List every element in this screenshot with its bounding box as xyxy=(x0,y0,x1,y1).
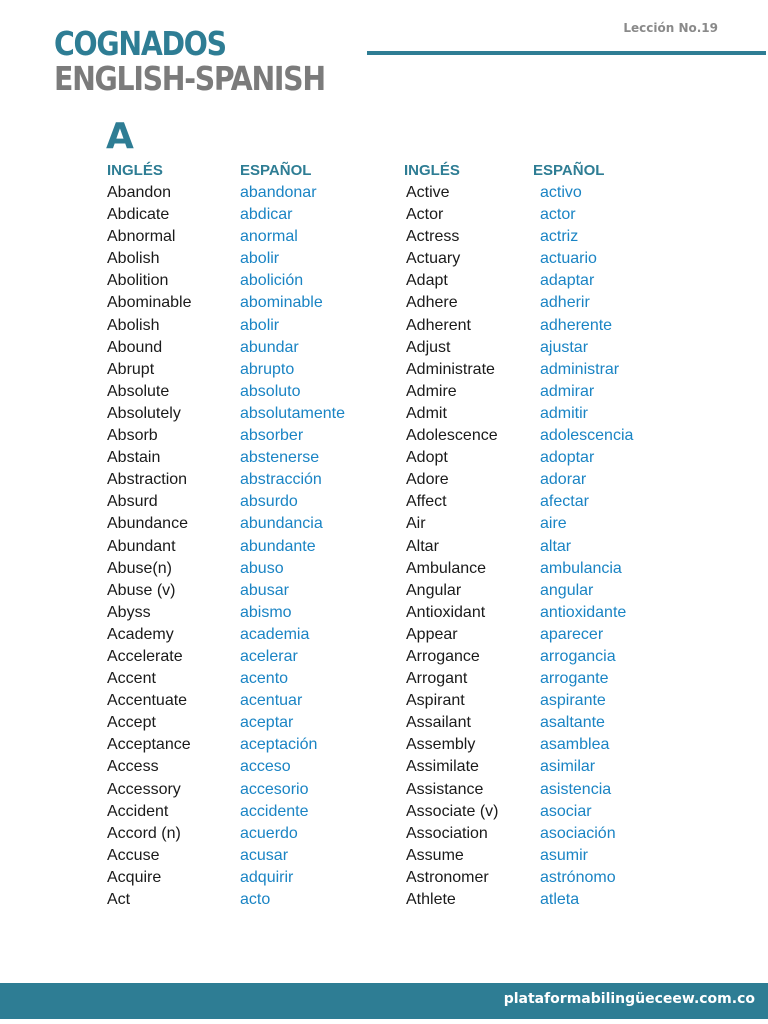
spanish-word: accesorio xyxy=(240,780,309,798)
spanish-word: abusar xyxy=(240,581,289,599)
english-word: Altar xyxy=(406,537,439,555)
english-word: Abandon xyxy=(107,184,172,201)
column-header-english-2: INGLÉS xyxy=(404,162,460,179)
spanish-word: adoptar xyxy=(540,449,595,467)
spanish-word: angular xyxy=(540,581,594,599)
spanish-word: absoluto xyxy=(240,382,301,400)
spanish-word-list-2 xyxy=(540,182,633,911)
english-word: Accord (n) xyxy=(107,824,181,842)
english-word: Affect xyxy=(406,493,447,511)
spanish-word: abundar xyxy=(240,338,299,356)
english-word: Assimilate xyxy=(406,758,479,776)
english-word: Accept xyxy=(107,714,156,732)
spanish-word: abundante xyxy=(240,537,316,555)
spanish-word: administrar xyxy=(540,360,620,378)
spanish-word: adherente xyxy=(540,316,613,334)
english-word: Absurd xyxy=(107,493,158,511)
english-word: Abstraction xyxy=(107,471,188,489)
section-letter: A xyxy=(106,116,134,157)
english-word: Abolition xyxy=(107,272,169,290)
english-word: Access xyxy=(107,758,159,776)
english-word: Actress xyxy=(406,228,460,246)
spanish-word: aceptación xyxy=(240,736,318,754)
spanish-word: admirar xyxy=(540,382,595,400)
english-word: Administrate xyxy=(406,360,495,378)
spanish-word: abrupto xyxy=(240,360,295,378)
spanish-word: asociar xyxy=(540,802,592,820)
spanish-word: arrogante xyxy=(540,670,609,688)
english-word: Accident xyxy=(107,802,169,820)
spanish-word: abandonar xyxy=(240,184,317,201)
english-word: Arrogant xyxy=(406,670,468,688)
spanish-word: antioxidante xyxy=(540,603,627,621)
spanish-word: arrogancia xyxy=(540,647,616,665)
english-word: Ambulance xyxy=(406,559,487,577)
english-word: Arrogance xyxy=(406,647,480,665)
spanish-word: abstenerse xyxy=(240,449,320,467)
english-word: Academy xyxy=(107,625,174,643)
column-header-english-1: INGLÉS xyxy=(107,162,163,179)
english-word: Abrupt xyxy=(107,360,155,378)
spanish-word: acentuar xyxy=(240,692,303,710)
spanish-word: actuario xyxy=(540,250,597,268)
english-word: Assailant xyxy=(406,714,471,732)
header-rule xyxy=(367,51,766,55)
english-word: Absolute xyxy=(107,382,170,400)
english-word: Accessory xyxy=(107,780,181,798)
spanish-word: atleta xyxy=(540,891,580,908)
english-word: Adjust xyxy=(406,338,451,356)
english-word: Assistance xyxy=(406,780,484,798)
spanish-word: abolir xyxy=(240,250,280,268)
english-word: Accentuate xyxy=(107,692,188,710)
english-word: Abyss xyxy=(107,603,151,621)
english-word: Air xyxy=(406,515,426,533)
spanish-word: adquirir xyxy=(240,868,294,886)
english-word: Abundant xyxy=(107,537,176,555)
english-word: Associate (v) xyxy=(406,802,499,820)
spanish-word: astrónomo xyxy=(540,868,616,886)
title-line-1: COGNADOS xyxy=(54,24,226,63)
english-word: Assume xyxy=(406,846,464,864)
english-word-list-1 xyxy=(107,182,192,911)
spanish-word: asamblea xyxy=(540,736,610,754)
spanish-word: abolir xyxy=(240,316,280,334)
english-word: Athlete xyxy=(406,891,456,908)
english-word: Absolutely xyxy=(107,404,181,422)
spanish-word: academia xyxy=(240,625,310,643)
spanish-word: asumir xyxy=(540,846,589,864)
english-word: Accelerate xyxy=(107,647,183,665)
spanish-word: acto xyxy=(240,891,271,908)
english-word: Acceptance xyxy=(107,736,191,754)
spanish-word: ajustar xyxy=(540,338,589,356)
spanish-word: adolescencia xyxy=(540,427,634,445)
spanish-word: aspirante xyxy=(540,692,606,710)
english-word-list-2 xyxy=(406,182,498,911)
column-header-spanish-1: ESPAÑOL xyxy=(240,162,312,179)
english-word: Actor xyxy=(406,206,444,224)
english-word: Abound xyxy=(107,338,163,356)
spanish-word: abolición xyxy=(240,272,304,290)
english-word: Active xyxy=(406,184,450,201)
english-word: Antioxidant xyxy=(406,603,486,621)
english-word: Accent xyxy=(107,670,156,688)
english-word: Angular xyxy=(406,581,462,599)
english-word: Abominable xyxy=(107,294,192,312)
spanish-word: actor xyxy=(540,206,576,224)
english-word: Abdicate xyxy=(107,206,170,224)
english-word: Admire xyxy=(406,382,457,400)
spanish-word: adorar xyxy=(540,471,587,489)
english-word: Abstain xyxy=(107,449,161,467)
spanish-word: adherir xyxy=(540,294,590,312)
spanish-word: acuerdo xyxy=(240,824,298,842)
english-word: Aspirant xyxy=(406,692,465,710)
english-word: Assembly xyxy=(406,736,476,754)
english-word: Act xyxy=(107,891,131,908)
spanish-word: abdicar xyxy=(240,206,293,224)
footer-url: plataformabilingüeceew.com.co xyxy=(503,991,755,1007)
english-word: Adherent xyxy=(406,316,471,334)
spanish-word: anormal xyxy=(240,228,298,246)
english-word: Accuse xyxy=(107,846,160,864)
english-word: Abuse (v) xyxy=(107,581,176,599)
spanish-word: asistencia xyxy=(540,780,612,798)
english-word: Abolish xyxy=(107,316,160,334)
spanish-word: absorber xyxy=(240,427,304,445)
spanish-word: actriz xyxy=(540,228,579,246)
spanish-word: activo xyxy=(540,184,582,201)
english-word: Adore xyxy=(406,471,449,489)
spanish-word: asociación xyxy=(540,824,616,842)
english-word: Adhere xyxy=(406,294,458,312)
spanish-word: altar xyxy=(540,537,572,555)
english-word: Abnormal xyxy=(107,228,176,246)
english-word: Absorb xyxy=(107,427,158,445)
spanish-word: abominable xyxy=(240,294,323,312)
spanish-word: acelerar xyxy=(240,647,298,665)
spanish-word: adaptar xyxy=(540,272,595,290)
spanish-word: absurdo xyxy=(240,493,298,511)
spanish-word: abismo xyxy=(240,603,292,621)
english-word: Actuary xyxy=(406,250,461,268)
spanish-word: acento xyxy=(240,670,289,688)
title-line-2: ENGLISH-SPANISH xyxy=(54,59,325,98)
spanish-word: aceptar xyxy=(240,714,294,732)
spanish-word: acceso xyxy=(240,758,291,776)
english-word: Abundance xyxy=(107,515,188,533)
column-header-spanish-2: ESPAÑOL xyxy=(533,162,605,179)
spanish-word: abundancia xyxy=(240,515,323,533)
english-word: Adolescence xyxy=(406,427,498,445)
spanish-word: afectar xyxy=(540,493,589,511)
spanish-word: absolutamente xyxy=(240,404,345,422)
english-word: Adapt xyxy=(406,272,448,290)
spanish-word: asimilar xyxy=(540,758,596,776)
spanish-word: accidente xyxy=(240,802,309,820)
english-word: Astronomer xyxy=(406,868,489,886)
english-word: Admit xyxy=(406,404,447,422)
spanish-word: aire xyxy=(540,515,567,533)
english-word: Association xyxy=(406,824,488,842)
english-word: Abolish xyxy=(107,250,160,268)
english-word: Adopt xyxy=(406,449,448,467)
spanish-word: aparecer xyxy=(540,625,604,643)
spanish-word: ambulancia xyxy=(540,559,622,577)
spanish-word: abuso xyxy=(240,559,284,577)
english-word: Abuse(n) xyxy=(107,559,172,577)
spanish-word-list-1 xyxy=(240,182,345,911)
spanish-word: asaltante xyxy=(540,714,605,732)
footer-bar xyxy=(0,983,768,1019)
spanish-word: abstracción xyxy=(240,471,322,489)
spanish-word: admitir xyxy=(540,404,589,422)
english-word: Appear xyxy=(406,625,458,643)
spanish-word: acusar xyxy=(240,846,289,864)
english-word: Acquire xyxy=(107,868,162,886)
lesson-number: Lección No.19 xyxy=(623,21,718,35)
